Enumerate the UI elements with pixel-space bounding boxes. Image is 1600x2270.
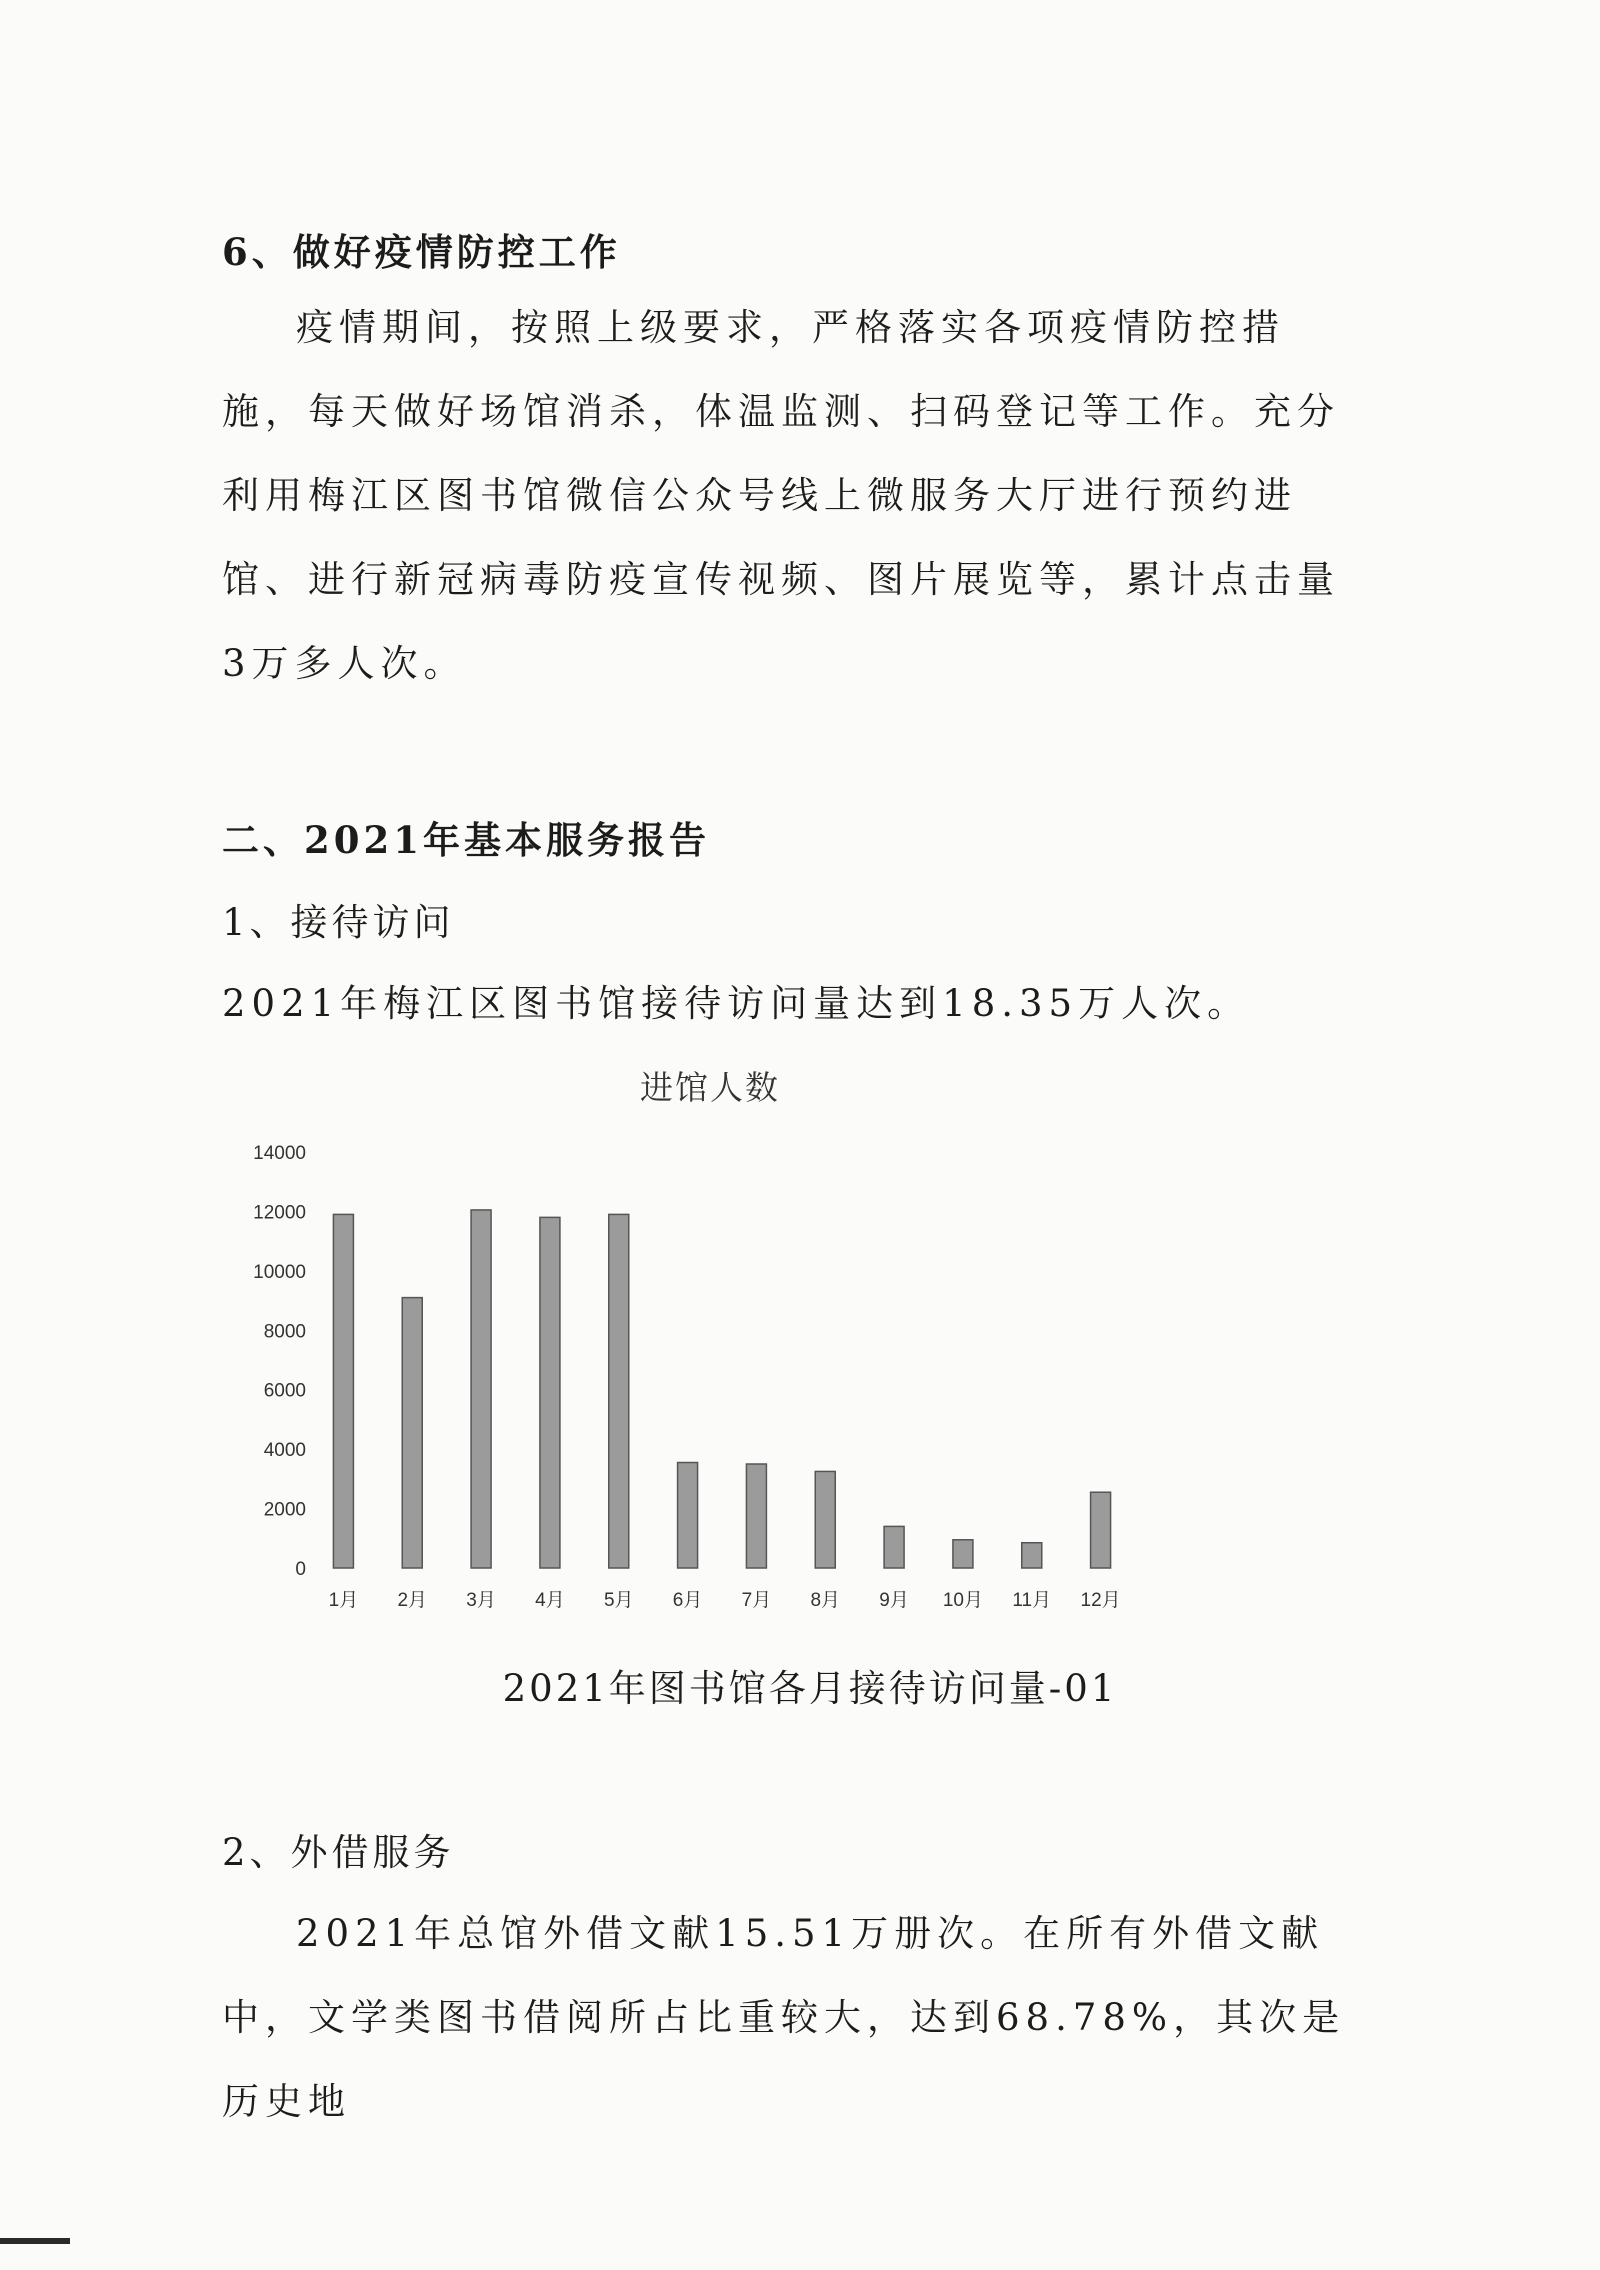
bar-11	[1022, 1543, 1042, 1568]
lending-subheading: 2、外借服务	[222, 1831, 455, 1874]
x-tick-label: 7月	[741, 1590, 772, 1611]
reception-summary: 2021年梅江区图书馆接待访问量达到18.35万人次。	[222, 982, 1251, 1025]
section-6-paragraph: 疫情期间，按照上级要求，严格落实各项疫情防控措施，每天做好场馆消杀，体温监测、扫码登记等工作。充分利用梅江区图书馆微信公众号线上微服务大厅进行预约进馆、进行新冠病毒防疫宣传视频、图片展览等，累计点击量3万多人次。	[222, 306, 1340, 685]
x-tick-label: 10月	[942, 1590, 983, 1611]
bar-2	[402, 1298, 422, 1568]
y-tick-label: 2000	[263, 1499, 306, 1521]
bar-4	[540, 1217, 560, 1568]
x-tick-label: 8月	[810, 1590, 841, 1611]
lending-paragraph: 2021年总馆外借文献15.51万册次。在所有外借文献中，文学类图书借阅所占比重较大，达到68.78%，其次是历史地	[222, 1912, 1346, 2123]
y-tick-label: 4000	[263, 1440, 306, 1462]
chart-title: 进馆人数	[640, 1068, 780, 1107]
y-tick-label: 8000	[263, 1321, 306, 1343]
bar-7	[746, 1464, 766, 1568]
x-tick-label: 6月	[672, 1590, 703, 1611]
x-tick-label: 12月	[1080, 1590, 1121, 1611]
y-tick-label: 14000	[253, 1143, 306, 1164]
bar-9	[884, 1526, 904, 1568]
bar-1	[333, 1214, 353, 1568]
x-tick-label: 1月	[328, 1590, 359, 1611]
bar-6	[678, 1463, 698, 1568]
y-tick-label: 6000	[263, 1380, 306, 1402]
bar-8	[815, 1471, 835, 1568]
page-edge-mark	[0, 2238, 70, 2244]
bar-12	[1091, 1492, 1111, 1568]
visitors-bar-chart	[220, 1120, 1180, 1630]
x-tick-label: 11月	[1012, 1590, 1052, 1611]
part-2-heading: 二、2021年基本服务报告	[222, 818, 710, 862]
section-6-heading: 6、做好疫情防控工作	[222, 230, 621, 274]
y-tick-label: 0	[295, 1559, 306, 1580]
x-tick-label: 9月	[879, 1590, 909, 1611]
x-tick-label: 3月	[466, 1590, 496, 1611]
x-tick-label: 5月	[603, 1590, 634, 1611]
x-tick-label: 2月	[397, 1590, 428, 1611]
bar-3	[471, 1210, 491, 1568]
y-tick-label: 10000	[253, 1261, 306, 1283]
bar-5	[609, 1214, 629, 1568]
y-tick-label: 12000	[253, 1202, 306, 1224]
bar-10	[953, 1540, 973, 1568]
chart-caption: 2021年图书馆各月接待访问量-01	[502, 1667, 1118, 1710]
reception-subheading: 1、接待访问	[222, 901, 455, 944]
x-tick-label: 4月	[535, 1590, 565, 1611]
